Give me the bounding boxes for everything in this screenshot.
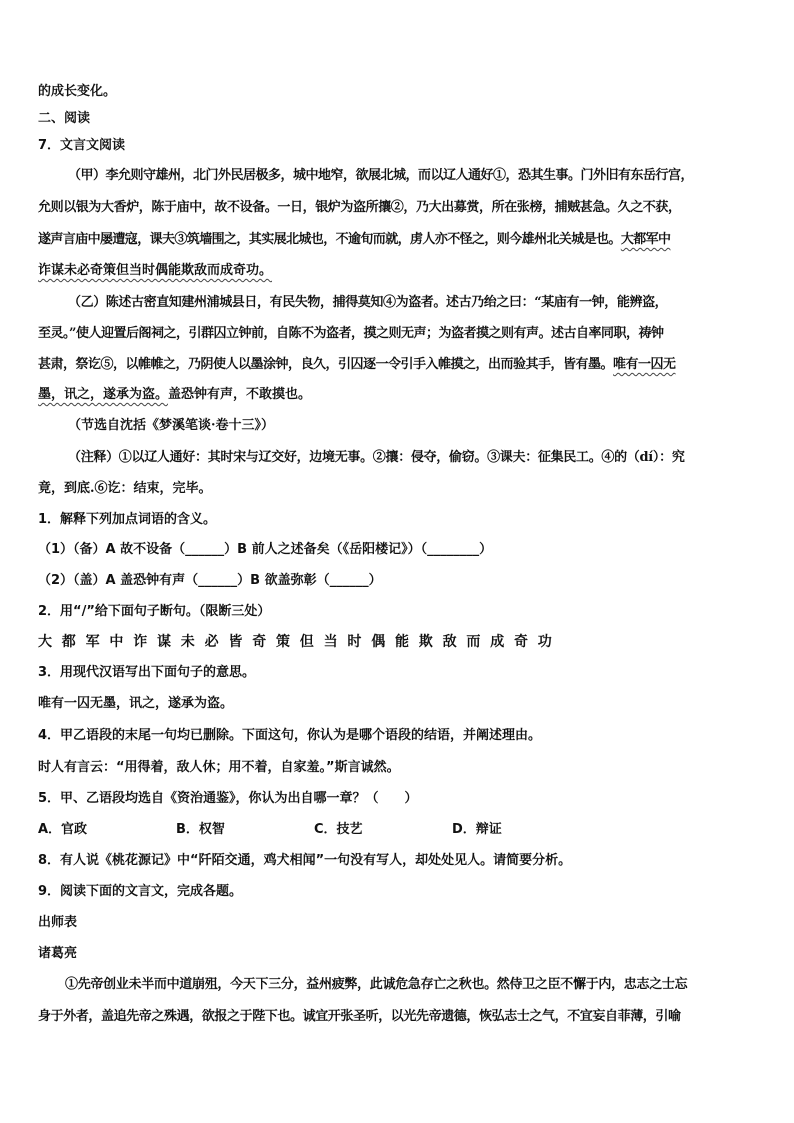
question-4: 4．甲乙语段的末尾一句均已删除。下面这句，你认为是哪个语段的结语，并阐述理由。 xyxy=(38,728,542,743)
option-d: D．辩证 xyxy=(452,822,502,837)
question-3-sentence: 唯有一囚无墨，讯之，遂承为盗。 xyxy=(38,696,234,711)
question-9: 9．阅读下面的文言文，完成各题。 xyxy=(38,884,243,899)
chushi-paragraph-1-line-2: 身于外者，盖追先帝之殊遇，欲报之于陛下也。诚宜开张圣听，以光先帝遗德，恢弘志士之气，不宜妄自菲薄，引喻 xyxy=(38,1009,681,1024)
underlined-sentence-yi: 唯有一囚无 xyxy=(613,357,676,372)
passage-jia-line-2: 允则以银为大香炉，陈于庙中，故不设备。一日，银炉为盗所攘②，乃大出募赏，所在张榜，捕贼甚急。久之不获， xyxy=(38,200,681,215)
notes-line-2: 竟，到底.⑥讫：结束，完毕。 xyxy=(38,481,212,496)
question-3: 3．用现代汉语写出下面句子的意思。 xyxy=(38,665,256,680)
passage-jia-line-4 xyxy=(38,262,272,280)
option-a: A．官政 xyxy=(38,822,88,837)
option-c: C．技艺 xyxy=(314,822,363,837)
section-heading: 二、阅读 xyxy=(38,111,91,126)
continuation-line: 的成长变化。 xyxy=(38,84,117,99)
chushi-author: 诸葛亮 xyxy=(38,946,78,961)
passage-yi-line-2: 至灵。”使人迎置后阁祠之，引群囚立钟前，自陈不为盗者，摸之则无声；为盗者摸之则有声。述古自率同职，祷钟 xyxy=(38,326,664,341)
question-7-heading: 7．文言文阅读 xyxy=(38,138,126,153)
question-1-part-2: （2）（盖）A 盖恐钟有声（______）B 欲盖弥彰（______） xyxy=(38,573,382,588)
question-5: 5．甲、乙语段均选自《资治通鉴》，你认为出自哪一章？（ ） xyxy=(38,791,418,806)
passage-jia-line-1: （甲）李允则守雄州，北门外民居极多，城中地窄，欲展北城，而以辽人通好①，恐其生事。门外旧有东岳行宫， xyxy=(68,168,694,183)
underlined-sentence-jia: 大都军中 xyxy=(620,232,671,247)
passage-yi-line-4: 墨，讯之，遂承为盗。盖恐钟有声，不敢摸也。 xyxy=(38,387,312,402)
question-8: 8．有人说《桃花源记》中“阡陌交通，鸡犬相闻”一句没有写人，却处处见人。请简要分析。 xyxy=(38,853,572,868)
question-1-part-1: （1）（备）A 故不设备（______）B 前人之述备矣（《岳阳楼记》）（________） xyxy=(38,542,493,557)
notes-line-1: （注释）①以辽人通好：其时宋与辽交好，边境无事。②攘：侵夺，偷窃。③课夫：征集民工。④的（dí）：究 xyxy=(68,450,685,465)
underlined-sentence-yi-end: 墨，讯之，遂承为盗。 xyxy=(38,387,169,402)
passage-yi-line-1: （乙）陈述古密直知建州浦城县日，有民失物，捕得莫知④为盗者。述古乃绐之曰：“某庙有一钟，能辨盗， xyxy=(68,295,668,310)
question-2-sentence: 大都军中诈谋未必皆奇策但当时偶能欺敌而成奇功 xyxy=(38,634,562,650)
passage-yi-line-3: 甚肃，祭讫⑤，以帷帷之，乃阴使人以墨涂钟，良久，引囚逐一令引手入帷摸之，出而验其手，皆有墨。唯有一囚无 xyxy=(38,357,676,372)
chushi-title: 出师表 xyxy=(38,915,78,930)
chushi-paragraph-1-line-1: ①先帝创业未半而中道崩殂，今天下三分，益州疲弊，此诚危急存亡之秋也。然侍卫之臣不懈于内，忠志之士忘 xyxy=(65,977,688,992)
passage-jia-line-3: 遂声言庙中屡遭寇，课夫③筑墙围之，其实展北城也，不逾旬而就，虏人亦不怪之，则今雄州北关城是也。大都军中 xyxy=(38,232,671,247)
option-b: B．权智 xyxy=(176,822,225,837)
question-5-options xyxy=(38,821,738,839)
question-2: 2．用“/”给下面句子断句。（限断三处） xyxy=(38,604,271,619)
question-4-quote: 时人有言云：“用得着，敌人休；用不着，自家羞。”斯言诚然。 xyxy=(38,760,400,775)
question-1: 1．解释下列加点词语的含义。 xyxy=(38,512,217,527)
underlined-sentence-jia-end: 诈谋未必奇策但当时偶能欺敌而成奇功。 xyxy=(38,263,273,278)
source-citation: （节选自沈括《梦溪笔谈·卷十三》） xyxy=(68,418,275,433)
